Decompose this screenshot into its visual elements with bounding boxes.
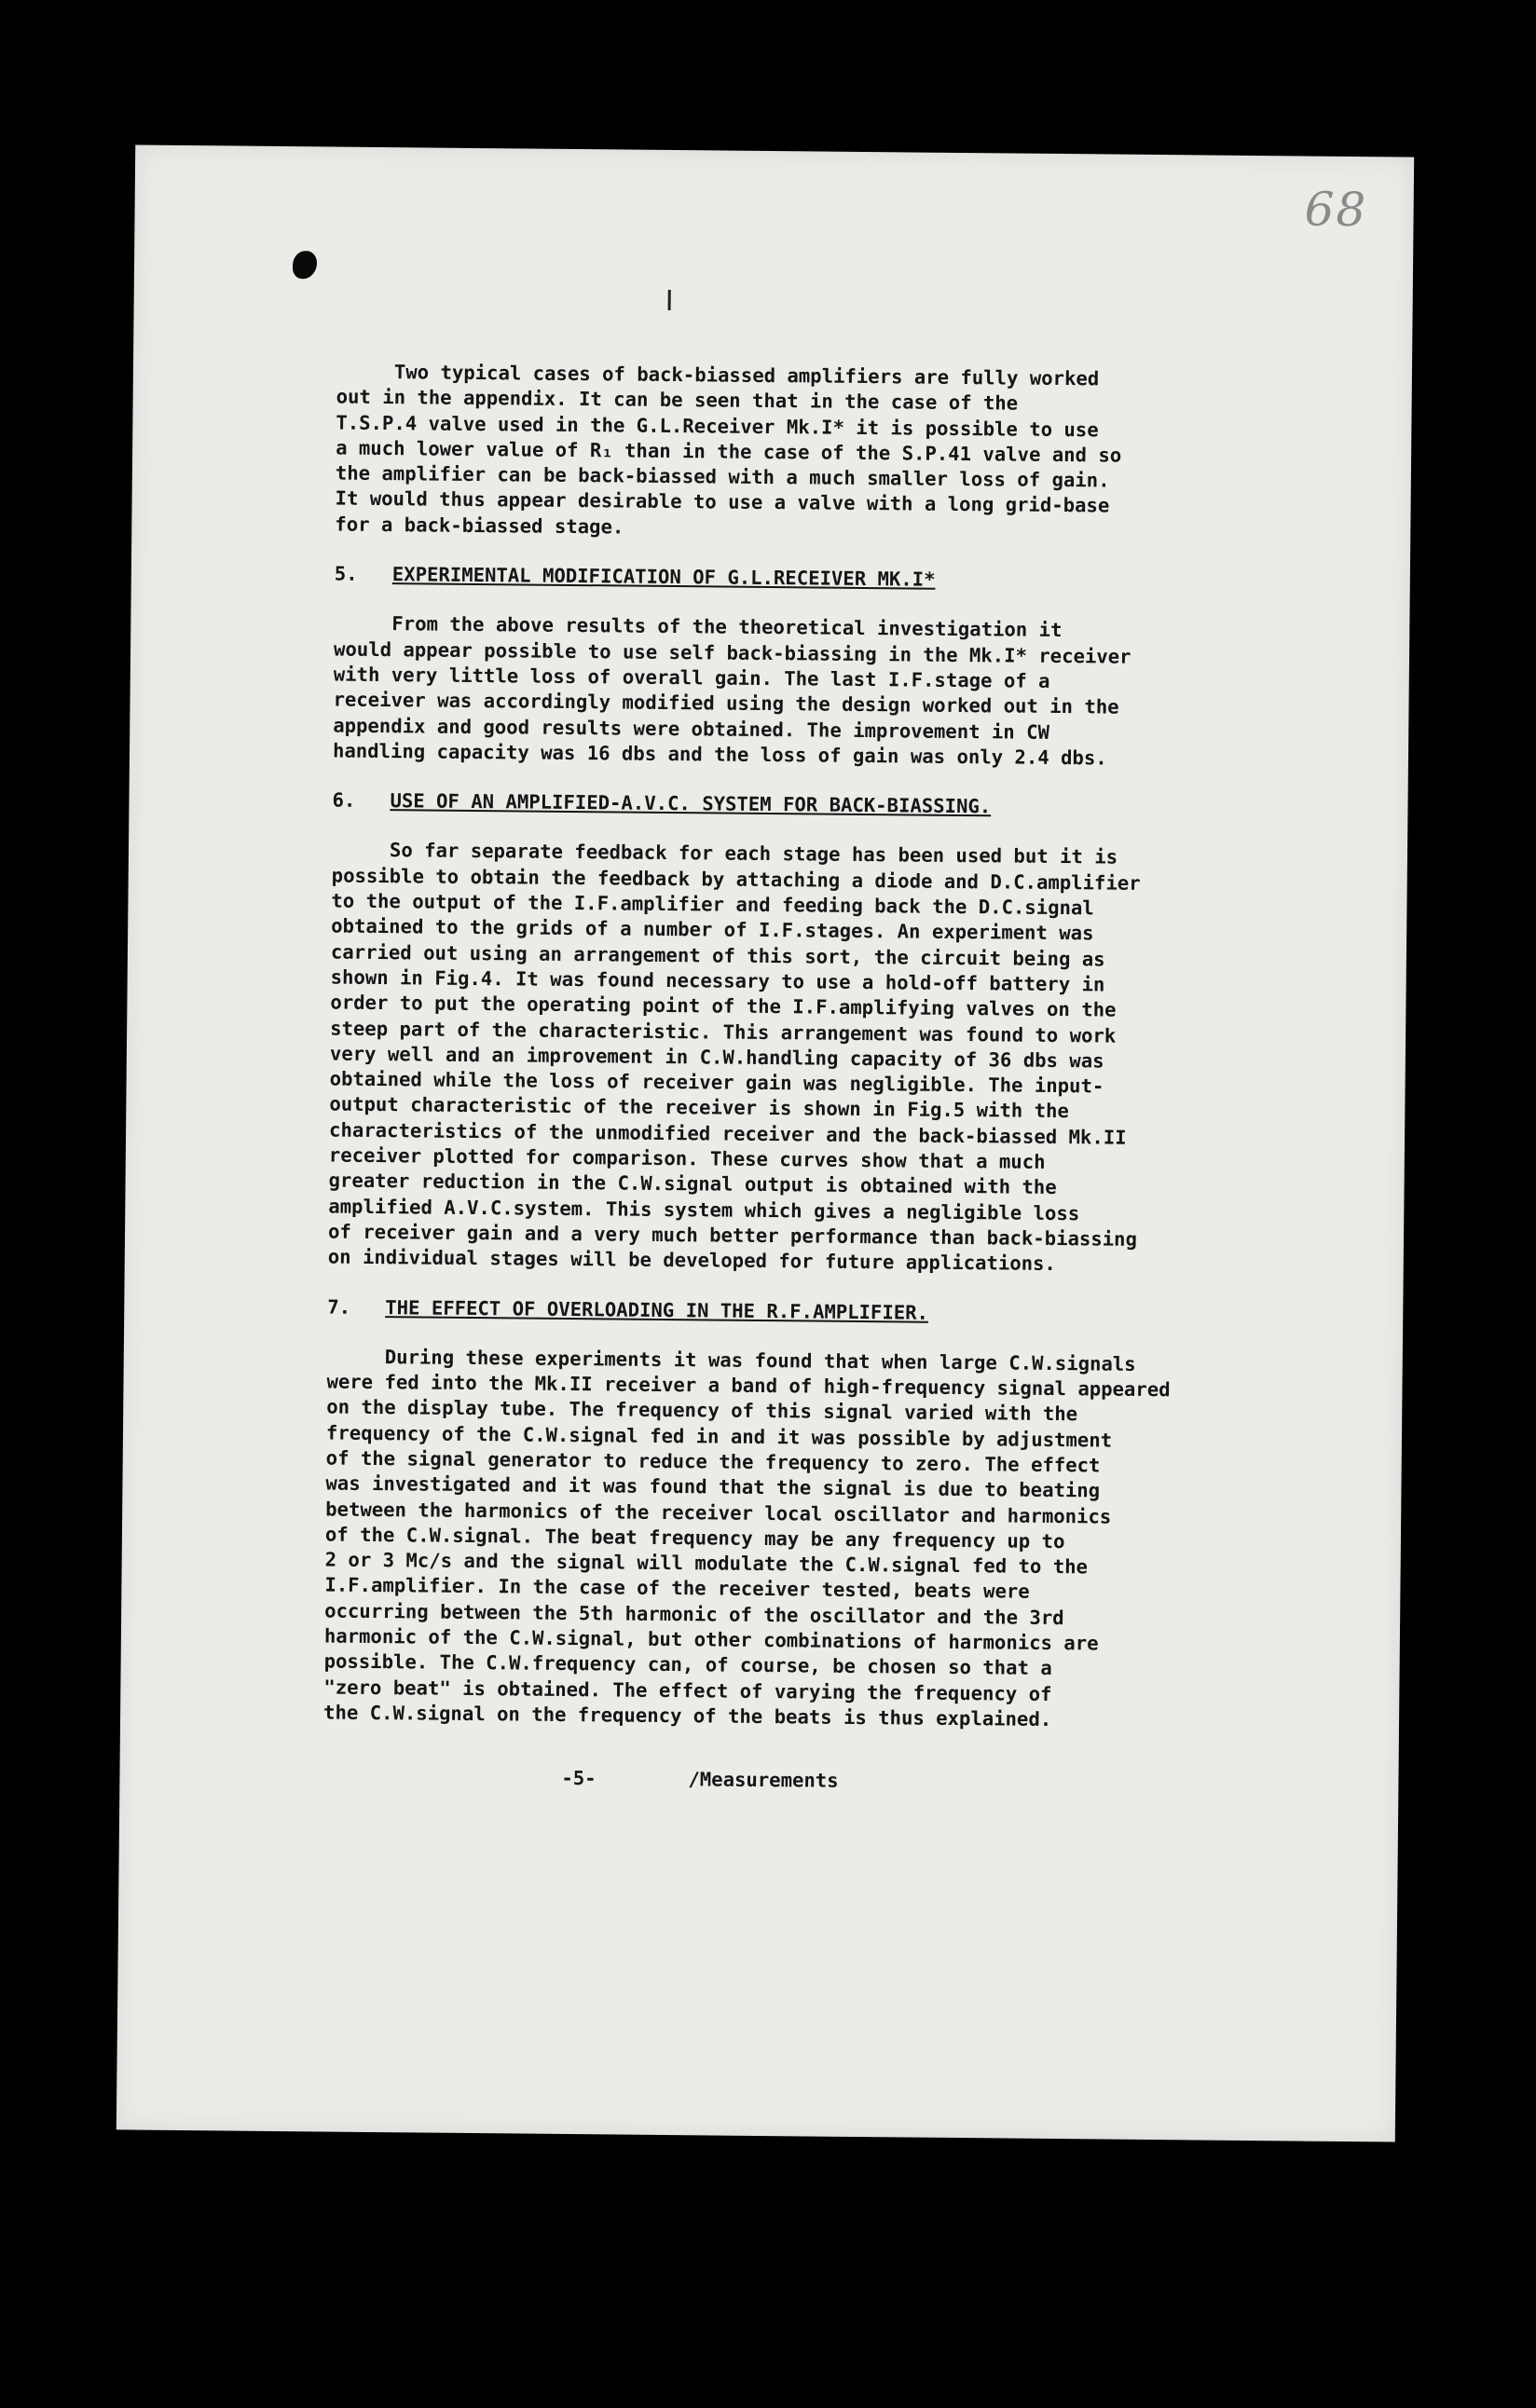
document-body [323,360,1278,1735]
section-7-paragraph: During these experiments it was found that when large C.W.signals were fed into the Mk.II receiver a band of high-frequency signal appeared on the display tube. The frequency of this signal varied with the frequency of the C.W.signal fed in and it was possible by adjustment of the signal generator to reduce the frequency to zero. The effect was investigated and it was found that the signal is due to beating between the harmonics of the receiver local oscillator and harmonics of the C.W.signal. The beat frequency may be any frequency up to 2 or 3 Mc/s and the signal will modulate the C.W.signal fed to the I.F.amplifier. In the case of the receiver tested, beats were occurring between the 5th harmonic of the oscillator and the 3rd harmonic of the C.W.signal, but other combinations of harmonics are possible. The C.W.frequency can, of course, be chosen so that a "zero beat" is obtained. The effect of varying the frequency of the C.W.signal on the frequency of the beats is thus explained. [323,1345,1171,1731]
pencil-tick-mark [668,290,671,310]
section-6-paragraph: So far separate feedback for each stage has been used but it is possible to obtain the feedback by attaching a diode and D.C.amplifier to the output of the I.F.amplifier and feeding back the D.C.signal obtained to the grids of a number of I.F.stages. An experiment was carried out using an arrangement of this sort, the circuit being as shown in Fig.4. It was found necessary to use a hold-off battery in order to put the operating point of the I.F.amplifying valves on the steep part of the characteristic. This arrangement was found to work very well and an improvement in C.W.handling capacity of 36 dbs was obtained while the loss of receiver gain was negligible. The input- output characteristic of the receiver is shown in Fig.5 with the characteristics of the unmodified receiver and the back-biassed Mk.II receiver plotted for comparison. These curves show that a much greater reduction in the C.W.signal output is obtained with the amplified A.V.C.system. This system which gives a negligible loss of receiver gain and a very much better performance than back-biassing on individual stages will be developed for future applications. [327,839,1141,1276]
handwritten-page-number: 68 [1304,182,1368,238]
section-5-heading: 5. EXPERIMENTAL MODIFICATION OF G.L.RECEIVER MK.I* [334,562,936,591]
section-5-paragraph: From the above results of the theoretical investigation it would appear possible to use self back-biassing in the Mk.I* receiver with very little loss of overall gain. The last I.F.stage of a receiver was accordingly modified using the design worked out in the appendix and good results were obtained. The improvement in CW handling capacity was 16 dbs and the loss of gain was only 2.4 dbs. [332,612,1131,770]
page-footer [323,1764,1265,1792]
section-6-heading: 6. USE OF AN AMPLIFIED-A.V.C. SYSTEM FOR BACK-BIASSING. [332,788,992,818]
footer-catchword: /Measurements [688,1768,839,1792]
punch-hole-mark [293,251,317,279]
intro-paragraph: Two typical cases of back-biassed amplifiers are fully worked out in the appendix. It can be seen that in the case of the T.S.P.4 valve used in the G.L.Receiver Mk.I* it is possible to use a much lower value of R₁ than in the case of the S.P.41 valve and so the amplifier can be back-biassed with a much smaller loss of gain. It would thus appear desirable to use a valve with a long grid-base for a back-biassed stage. [335,361,1122,539]
section-7-heading: 7. THE EFFECT OF OVERLOADING IN THE R.F.AMPLIFIER. [327,1294,929,1324]
footer-page-number: -5- [561,1766,597,1790]
typewritten-page [117,144,1414,2141]
